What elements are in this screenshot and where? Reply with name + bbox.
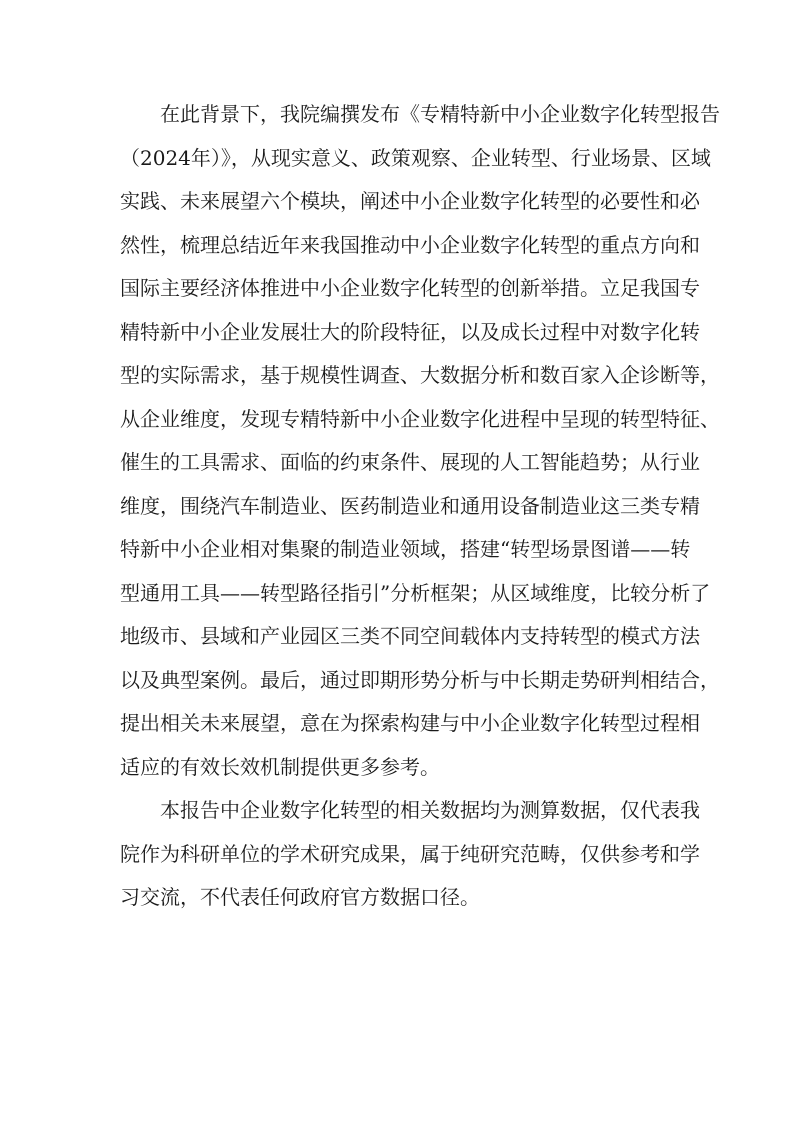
paragraph-line: 实践、未来展望六个模块，阐述中小企业数字化转型的必要性和必 <box>120 189 700 213</box>
paragraph-line: 从企业维度，发现专精特新中小企业数字化进程中呈现的转型特征、 <box>120 407 720 431</box>
paragraph-line: 精特新中小企业发展壮大的阶段特征，以及成长过程中对数字化转 <box>120 320 700 344</box>
paragraph-line: 院作为科研单位的学术研究成果，属于纯研究范畴，仅供参考和学 <box>120 842 700 866</box>
paragraph-line: 催生的工具需求、面临的约束条件、展现的人工智能趋势；从行业 <box>120 450 700 474</box>
paragraph-line: 习交流，不代表任何政府官方数据口径。 <box>120 885 480 909</box>
paragraph-line: 适应的有效长效机制提供更多参考。 <box>120 755 440 779</box>
paragraph-line: 型的实际需求，基于规模性调查、大数据分析和数百家入企诊断等， <box>120 363 720 387</box>
paragraph-line: 国际主要经济体推进中小企业数字化转型的创新举措。立足我国专 <box>120 276 700 300</box>
paragraph-line: 本报告中企业数字化转型的相关数据均为测算数据，仅代表我 <box>160 798 700 822</box>
paragraph-line: 地级市、县域和产业园区三类不同空间载体内支持转型的模式方法 <box>120 624 700 648</box>
paragraph-line: 特新中小企业相对集聚的制造业领域，搭建“转型场景图谱——转 <box>120 537 691 561</box>
paragraph-line: 维度，围绕汽车制造业、医药制造业和通用设备制造业这三类专精 <box>120 494 700 518</box>
paragraph-line: （2024年）》，从现实意义、政策观察、企业转型、行业场景、区域 <box>120 146 711 170</box>
paragraph-line: 以及典型案例。最后，通过即期形势分析与中长期走势研判相结合， <box>120 668 720 692</box>
paragraph-line: 在此背景下，我院编撰发布《专精特新中小企业数字化转型报告 <box>160 102 720 126</box>
paragraph-line: 型通用工具——转型路径指引”分析框架；从区域维度，比较分析了 <box>120 581 711 605</box>
paragraph-line: 提出相关未来展望，意在为探索构建与中小企业数字化转型过程相 <box>120 711 700 735</box>
paragraph-line: 然性，梳理总结近年来我国推动中小企业数字化转型的重点方向和 <box>120 233 700 257</box>
